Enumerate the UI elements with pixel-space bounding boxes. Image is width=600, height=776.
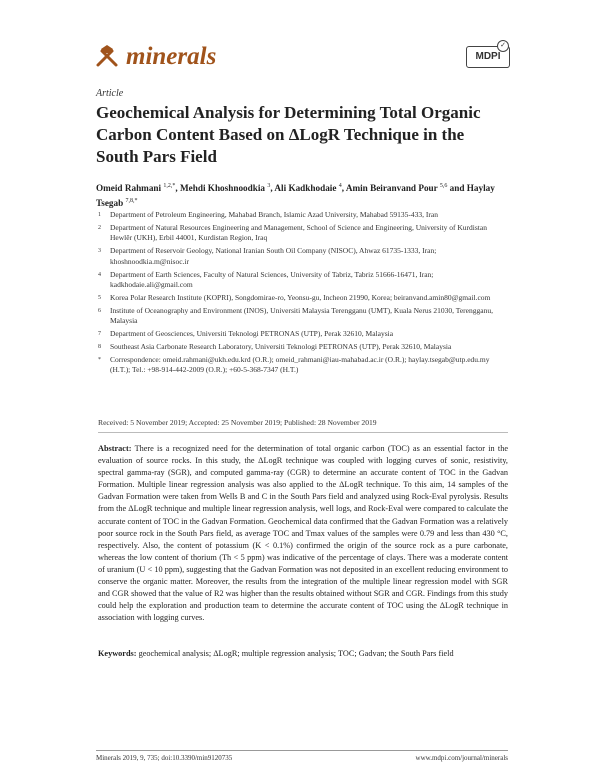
publisher-logo: MDPI [466, 46, 510, 68]
affiliation: 5 Korea Polar Research Institute (KOPRI), Songdomirae-ro, Yeonsu-gu, Incheon 21990, Korea; beiranvand.amin80@gmail.com [98, 292, 491, 302]
open-access-icon: ✓ [497, 40, 509, 52]
author-list: Omeid Rahmani $^{1,2,*}$, Mehdi Khoshnoodkia $^3$, Ali Kadkhodaie $^4$, Amin Beiranvand Pour $^{5,6}$ and Haylay Tsegab $^{7,8,*}$ [96, 183, 495, 209]
paper-title-text: Geochemical Analysis for Determining Total Organic Carbon Content Based on ΔLogR Technique in the South Pars Field [96, 103, 481, 166]
abstract-text: There is a recognized need for the determination of total organic carbon (TOC) as an essential factor in the evaluation of source rocks. In this study, the ΔLogR technique was coupled with logging curves of sonic, resistivity, spectral gamma-ray (SGR), and computed gamma-ray (CGR) to determine an accurate content of TOC in the Gadvan Formation. Multiple linear regression analysis was also applied to the ΔLogR technique. To this aim, 14 samples of the Gadvan Formation were taken from Wells B and C in the South Pars field and analyzed using Rock-Eval pyrolysis. Results from the ΔLogR technique and multiple linear regression analysis, well logs, and Rock-Eval were compared to calculate the accurate content of TOC in the Gadvan Formation. Geochemical data confirmed that the Gadvan Formation was a relatively poor source rock in the South Pars field, as average TOC and Tmax values of the samples were 0.79 and less than 430 °C, respectively. Also, the content of potassium (K < 0.1%) confirmed the origin of the source rock as a pure carbonate, whereas the low content of thorium (Th < 5 ppm) was indicative of the percentage of clays. There was a moderate content of uranium (U < 10 ppm), suggesting that the Gadvan Formation was not deposited in an excellent reducing environment to conserve the organic matter. Moreover, the results from the integration of the multiple linear regression model with SGR and CGR showed that the value of R2 was higher than the results obtained without SGR and CGR. Findings from this study could help the exploration and production team to determine the accurate content of TOC using the ΔLogR technique in association with logging curves. [98, 444, 508, 623]
affiliation: 3 Department of Reservoir Geology, National Iranian South Oil Company (NISOC), Ahwaz 61735-1333, Iran; khoshnoodkia.m@nisoc.ir [98, 246, 437, 266]
publication-dates: Received: 5 November 2019; Accepted: 25 November 2019; Published: 28 November 2019 [98, 418, 377, 427]
paper-title [96, 102, 506, 168]
affiliation: 1 Department of Petroleum Engineering, Mahabad Branch, Islamic Azad University, Mahabad 59135-433, Iran [98, 210, 438, 219]
author: Amin Beiranvand Pour $^{5,6}$ [345, 183, 448, 194]
correspondence: * Correspondence: omeid.rahmani@ukh.edu.krd (O.R.); omeid_rahmani@iau-mahabad.ac.ir (O.R.); haylay.tsegab@utp.edu.my (H.T.); Tel.: +98-914-442-2009 (O.R.); +60-5-368-7347 (H.T.) [98, 354, 490, 375]
article-type: Article [96, 88, 124, 99]
affiliation-list [98, 210, 508, 378]
affiliation: 4 Department of Earth Sciences, Faculty of Natural Sciences, University of Tabriz, Tabriz 51666-16471, Iran; kadkhodaie.ali@gmail.com [98, 269, 434, 290]
affiliation: 6 Institute of Oceanography and Environment (INOS), Universiti Malaysia Terengganu (UMT), Kuala Nerus 21030, Terengganu, Malaysia [98, 305, 493, 326]
author: Haylay Tsegab $^{7,8,*}$ [96, 183, 495, 209]
journal-url-link[interactable]: www.mdpi.com/journal/minerals [415, 754, 508, 762]
abstract [98, 443, 508, 624]
keywords-text: geochemical analysis; ΔLogR; multiple regression analysis; TOC; Gadvan; the South Pars field [138, 649, 454, 658]
divider [98, 432, 508, 433]
keywords [98, 648, 508, 660]
affiliation: 8 Southeast Asia Carbonate Research Laboratory, Universiti Teknologi PETRONAS (UTP), Perak 32610, Malaysia [98, 341, 452, 351]
author: Mehdi Khoshnoodkia $^3$ [179, 183, 271, 194]
affiliation: 2 Department of Natural Resources Engineering and Management, School of Science and Engineering, University of Kurdistan Hewlêr (UKH), Erbil 44001, Kurdistan Region, Iraq [98, 222, 487, 243]
journal-logo-icon [94, 43, 120, 69]
keywords-label: Keywords: [98, 649, 137, 658]
author: Ali Kadkhodaie $^4$ [274, 183, 342, 194]
footer-divider [96, 750, 508, 751]
journal-name: minerals [126, 43, 217, 70]
abstract-label: Abstract: [98, 444, 132, 453]
affiliation: 7 Department of Geosciences, Universiti Teknologi PETRONAS (UTP), Perak 32610, Malaysia [98, 329, 394, 339]
citation: Minerals 2019, 9, 735; doi:10.3390/min9120735 [96, 754, 233, 762]
author: Omeid Rahmani $^{1,2,*}$ [96, 183, 176, 194]
